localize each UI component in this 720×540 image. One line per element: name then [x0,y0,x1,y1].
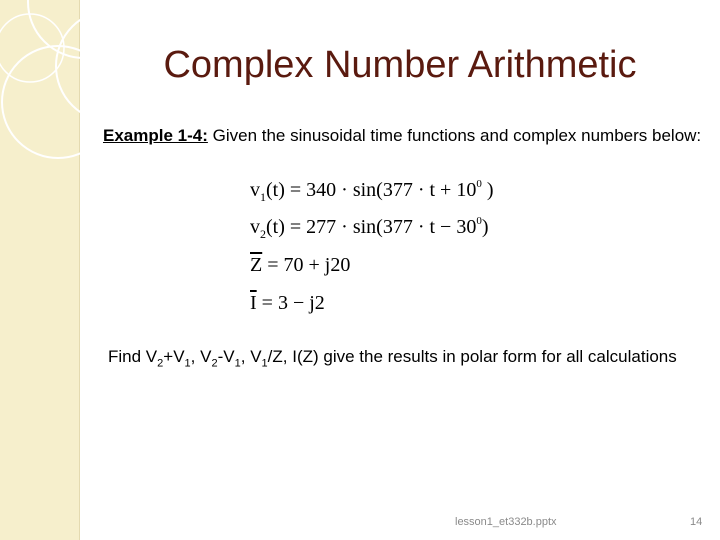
task-sub: 1 [184,357,191,370]
eq-v2-sub: 2 [260,227,266,241]
task-prefix: Find [108,347,146,366]
equation-v1 [250,178,493,205]
task-text [108,345,698,375]
eq-z-var: $\overline{Z}$ [250,254,263,276]
eq-v2-body: (t) = 277 · sin(377 · t − 30 [266,216,477,238]
eq-v2-var: v [250,216,260,238]
eq-v1-sub: 1 [260,190,266,204]
task-v: V [145,347,158,366]
eq-v1-body: (t) = 340 · sin(377 · t + 10 [266,179,477,201]
eq-i-var: $\overline{I}$ [250,292,257,314]
task-sub: 1 [234,357,241,370]
eq-v2-degree: 0 [476,215,482,227]
equation-v2 [250,215,488,242]
task-v: V [250,347,262,366]
eq-v1-close: ) [481,179,494,201]
task-suffix: give the results in polar form for all calculations [318,347,677,366]
task-div-z: /Z [267,347,283,366]
task-sep: , [190,347,201,366]
decor-circle-3 [2,46,114,158]
decor-circles [0,0,180,200]
example-label: Example 1-4: [103,126,208,145]
intro-body: Given the sinusoidal time functions and complex numbers below: [207,126,702,145]
task-iz: I(Z) [292,347,319,366]
task-sep: , [240,347,251,366]
task-v: V [200,347,212,366]
intro-text [103,124,703,148]
eq-v2-close: ) [481,216,489,238]
equation-z [250,254,350,277]
page-number: 14 [690,516,703,528]
eq-z-body: = 70 + j20 [262,254,351,276]
task-v: V [223,347,235,366]
task-sub: 2 [211,357,218,370]
task-minus: - [217,347,224,366]
slide-title: Complex Number Arithmetic [163,44,637,86]
equation-i [250,292,325,315]
task-plus: + [163,347,174,366]
eq-i-body: = 3 − j2 [256,292,325,314]
footer-filename: lesson1_et332b.pptx [455,516,557,528]
task-sub: 2 [157,357,164,370]
eq-v1-degree: 0 [476,178,482,190]
task-sub: 1 [261,357,268,370]
task-sep: , [282,347,293,366]
task-v: V [173,347,185,366]
eq-v1-var: v [250,179,260,201]
